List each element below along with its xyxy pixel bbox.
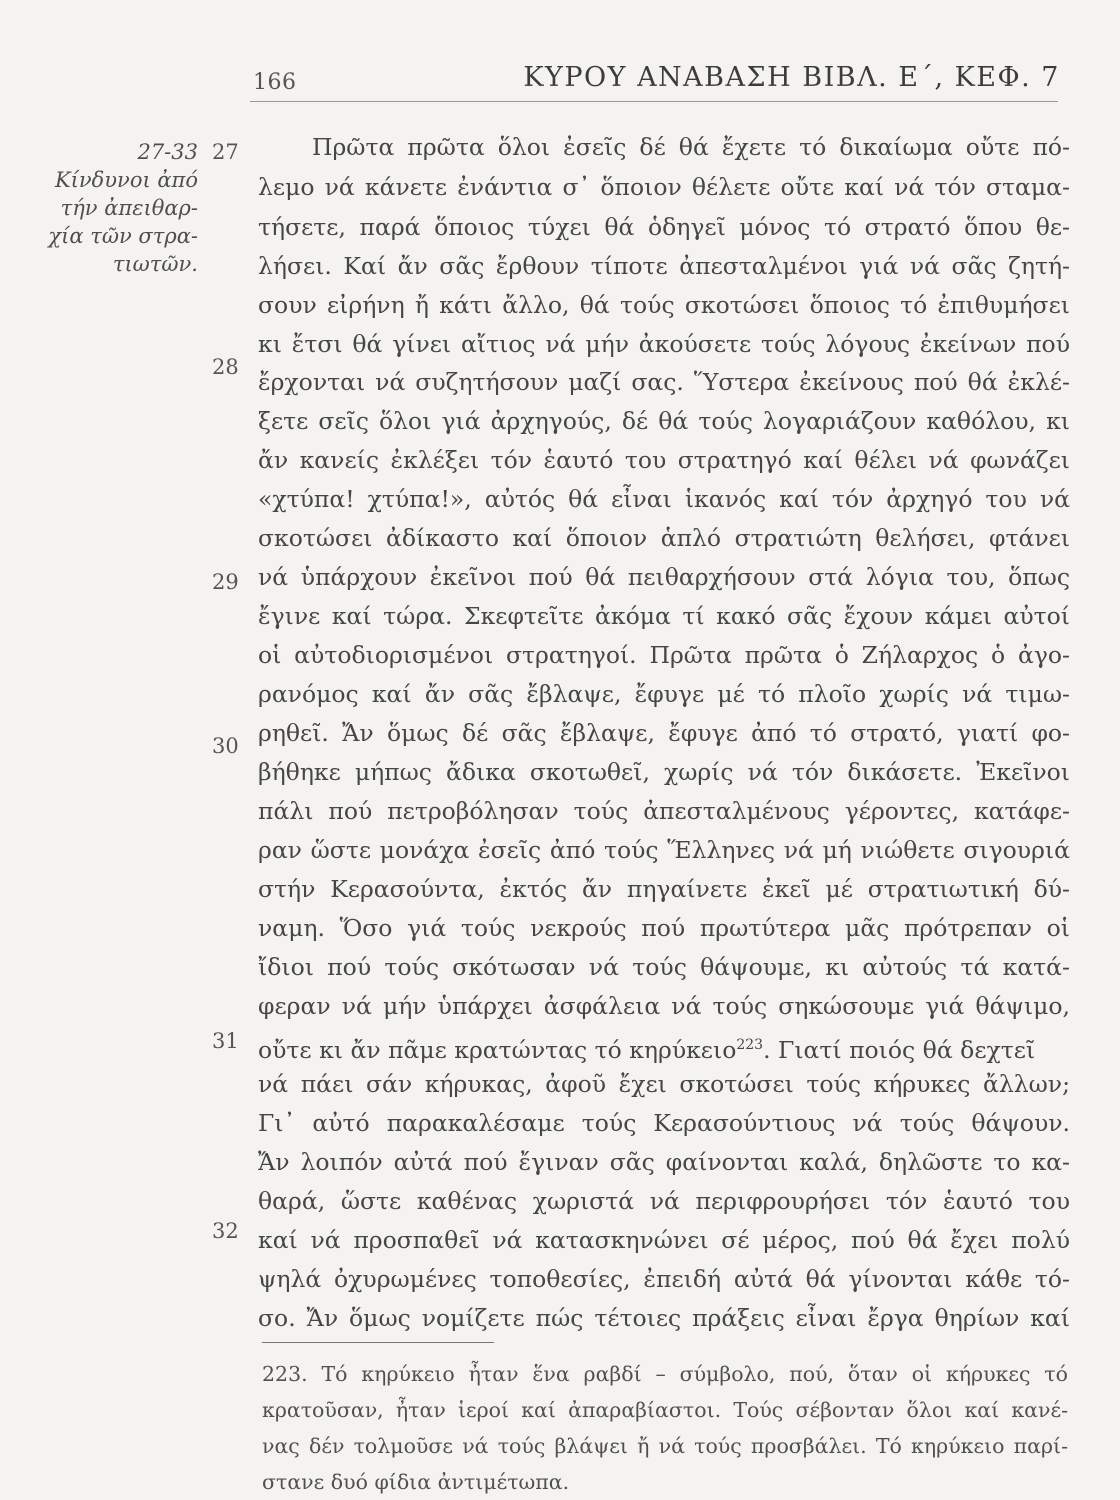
text-line: «χτύπα! χτύπα!», αὐτός θά εἶναι ἱκανός καί τόν ἀρχηγό του νά [258,485,1070,513]
footnote-line: 223. Τό κηρύκειο ἦταν ἕνα ραβδί – σύμβολο, πού, ὅταν οἱ κήρυκες τό [262,1362,1068,1386]
footnote-line: κρατοῦσαν, ἦταν ἱεροί καί ἀπαραβίαστοι. Τούς σέβονταν ὅλοι καί κανέ- [262,1398,1068,1422]
text-line: στήν Κερασούντα, ἐκτός ἄν πηγαίνετε ἐκεῖ μέ στρατιωτική δύ- [258,875,1070,903]
margin-note-line: τιωτῶν. [112,252,198,276]
text-line: πάλι πού πετροβόλησαν τούς ἀπεσταλμένους γέροντες, κατάφε- [258,797,1070,825]
text-line: καί νά προσπαθεῖ νά κατασκηνώνει σέ μέρος, πού θά ἔχει πολύ [258,1226,1070,1254]
page-number: 166 [253,70,297,95]
verse-number-32: 32 [212,1219,239,1243]
text-line: τήσετε, παρά ὅποιος τύχει θά ὁδηγεῖ μόνος τό στρατό ὅπου θε- [258,213,1070,241]
text-line: ρανόμος καί ἄν σᾶς ἔβλαψε, ἔφυγε μέ τό πλοῖο χωρίς νά τιμω- [258,680,1070,708]
text-line: σκοτώσει ἀδίκαστο καί ὅποιον ἁπλό στρατιώτη θελήσει, φτάνει [258,524,1070,552]
margin-note-line: χία τῶν στρα- [48,224,198,248]
text-line: ρηθεῖ. Ἄν ὅμως δέ σᾶς ἔβλαψε, ἔφυγε ἀπό τό στρατό, γιατί φο- [258,719,1070,747]
text-line: νά πάει σάν κήρυκας, ἀφοῦ ἔχει σκοτώσει τούς κήρυκες ἄλλων; [258,1070,1070,1098]
text-line: σο. Ἄν ὅμως νομίζετε πώς τέτοιες πράξεις εἶναι ἔργα θηρίων καί [258,1304,1070,1332]
text-fragment: . Γιατί ποιός θά δεχτεῖ [763,1036,1036,1064]
margin-note-range: 27-33 [137,140,198,164]
margin-note [40,138,198,278]
text-line: σουν εἰρήνη ἤ κάτι ἄλλο, θά τούς σκοτώσει ὅποιος τό ἐπιθυμήσει [258,291,1070,319]
text-line [258,1025,1070,1065]
verse-number-29: 29 [212,570,239,594]
verse-number-31: 31 [212,1029,239,1053]
text-line: οἱ αὐτοδιορισμένοι στρατηγοί. Πρῶτα πρῶτα ὁ Ζήλαρχος ὁ ἀγο- [258,641,1070,669]
text-line: λήσει. Καί ἄν σᾶς ἔρθουν τίποτε ἀπεσταλμένοι γιά νά σᾶς ζητή- [258,252,1070,280]
footnote-reference: 223 [736,1037,764,1053]
text-fragment: οὔτε κι ἄν πᾶμε κρατώντας τό κηρύκειο [258,1036,737,1064]
text-line: ναμη. Ὅσο γιά τούς νεκρούς πού πρωτύτερα μᾶς πρότρεπαν οἱ [258,914,1070,942]
text-line: Γι᾿ αὐτό παρακαλέσαμε τούς Κερασούντιους νά τούς θάψουν. [258,1109,1070,1137]
margin-note-line: τήν ἀπειθαρ- [60,196,198,220]
text-line: λεμο νά κάνετε ἐνάντια σ᾿ ὅποιον θέλετε οὔτε καί νά τόν σταμα- [258,173,1070,201]
text-line: φεραν νά μήν ὑπάρχει ἀσφάλεια νά τούς σηκώσουμε γιά θάψιμο, [258,992,1070,1020]
text-line: ψηλά ὀχυρωμένες τοποθεσίες, ἐπειδή αὐτά θά γίνονται κάθε τό- [258,1265,1070,1293]
text-line: βήθηκε μήπως ἄδικα σκοτωθεῖ, χωρίς νά τόν δικάσετε. Ἐκεῖνοι [258,758,1070,786]
text-line: ραν ὥστε μονάχα ἐσεῖς ἀπό τούς Ἕλληνες νά μή νιώθετε σιγουριά [258,836,1070,864]
text-line: Πρῶτα πρῶτα ὅλοι ἐσεῖς δέ θά ἔχετε τό δικαίωμα οὔτε πό- [312,133,1070,161]
margin-note-line: Κίνδυνοι ἀπό [54,168,198,192]
text-line: θαρά, ὥστε καθένας χωριστά νά περιφρουρήσει τόν ἑαυτό του [258,1187,1070,1215]
verse-number-28: 28 [212,355,239,379]
text-line: ἴδιοι πού τούς σκότωσαν νά τούς θάψουμε, κι αὐτούς τά κατά- [258,953,1070,981]
footnote-line: νας δέν τολμοῦσε νά τούς βλάψει ἤ νά τούς προσβάλει. Τό κηρύκειο παρί- [262,1434,1068,1458]
verse-number-27: 27 [212,140,239,164]
footnote-divider [262,1342,494,1343]
verse-number-30: 30 [212,734,239,758]
text-line: ἔρχονται νά συζητήσουν μαζί σας. Ὕστερα ἐκείνους πού θά ἐκλέ- [258,368,1070,396]
running-title: ΚΥΡΟΥ ΑΝΑΒΑΣΗ ΒΙΒΛ. Ε΄, ΚΕΦ. 7 [523,62,1060,93]
header-divider [250,101,1058,102]
text-line: ξετε σεῖς ὅλοι γιά ἀρχηγούς, δέ θά τούς λογαριάζουν καθόλου, κι [258,407,1070,435]
text-line: ἄν κανείς ἐκλέξει τόν ἑαυτό του στρατηγό καί θέλει νά φωνάζει [258,446,1070,474]
text-line: νά ὑπάρχουν ἐκεῖνοι πού θά πειθαρχήσουν στά λόγια του, ὅπως [258,563,1070,591]
footnote-line: στανε δυό φίδια ἀντιμέτωπα. [262,1470,570,1494]
text-line: κι ἔτσι θά γίνει αἴτιος νά μήν ἀκούσετε τούς λόγους ἐκείνων πού [258,330,1070,358]
text-line: Ἄν λοιπόν αὐτά πού ἔγιναν σᾶς φαίνονται καλά, δηλῶστε το κα- [258,1148,1070,1176]
text-line: ἔγινε καί τώρα. Σκεφτεῖτε ἀκόμα τί κακό σᾶς ἔχουν κάμει αὐτοί [258,602,1070,630]
